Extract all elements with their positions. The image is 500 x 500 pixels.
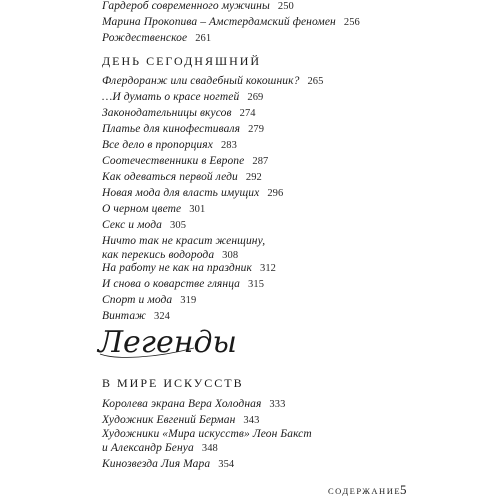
entry-title-line1: Ничто так не красит женщину, [102, 235, 266, 247]
entry-title: Винтаж [102, 310, 146, 322]
entry-title: Секс и мода [102, 219, 163, 231]
entry-page: 308 [222, 250, 239, 261]
entry-title: Марина Прокопива – Амстердамский феномен [102, 16, 336, 28]
toc-entry-multiline [102, 234, 265, 263]
entry-title: И снова о коварстве глянца [102, 278, 241, 290]
entry-title: Гардероб современного мужчины [102, 0, 270, 12]
toc-entry [102, 122, 264, 137]
entry-title: Законодательницы вкусов [102, 107, 232, 119]
entry-title: Флердоранж или свадебный кокошник? [102, 75, 300, 87]
running-footer-label: СОДЕРЖАНИЕ [328, 486, 402, 496]
legends-calligraphy [96, 318, 237, 364]
toc-entry [102, 15, 360, 30]
toc-entry [102, 138, 237, 153]
section-heading-today: ДЕНЬ СЕГОДНЯШНИЙ [102, 54, 262, 68]
entry-title: Рождественское [102, 32, 188, 44]
toc-entry [102, 293, 196, 308]
entry-page: 265 [307, 76, 324, 87]
toc-entry [102, 74, 324, 89]
entry-page: 287 [252, 156, 269, 167]
entry-title: Кинозвезда Лия Мара [102, 458, 211, 470]
entry-page: 315 [248, 279, 265, 290]
section-heading-art: В МИРЕ ИСКУССТВ [102, 376, 244, 390]
entry-page: 256 [343, 17, 360, 28]
page-number: 5 [400, 482, 407, 497]
entry-page: 312 [259, 263, 277, 274]
entry-page: 292 [245, 172, 262, 183]
toc-entry [102, 106, 256, 121]
toc-entry [102, 31, 211, 46]
entry-title: Художник Евгений Берман [102, 414, 236, 426]
entry-title-line1: Художники «Мира искусств» Леон Бакст [102, 428, 312, 440]
entry-page: 269 [247, 92, 264, 103]
entry-page: 343 [243, 415, 260, 426]
entry-title: Как одеваться первой леди [102, 171, 238, 183]
entry-page: 319 [180, 295, 197, 306]
entry-page: 283 [220, 140, 237, 151]
entry-title: Все дело в пропорциях [102, 139, 213, 151]
entry-title: Платье для кинофестиваля [102, 123, 241, 135]
toc-entry [102, 457, 234, 472]
legends-text: Легенды [98, 325, 237, 360]
entry-page: 296 [267, 188, 284, 199]
toc-entry [102, 397, 285, 412]
toc-entry [102, 413, 259, 428]
entry-title: Новая мода для власть имущих [102, 187, 260, 199]
toc-entry [102, 218, 186, 233]
toc-entry-multiline [102, 427, 312, 456]
toc-entry [102, 186, 283, 201]
toc-entry [102, 170, 262, 185]
entry-page: 333 [269, 399, 286, 410]
entry-page: 305 [170, 220, 187, 231]
entry-page: 274 [239, 108, 256, 119]
legends-script-heading [96, 318, 237, 364]
toc-entry [102, 154, 268, 169]
entry-title: …И думать о красе ногтей [102, 91, 240, 103]
entry-title: На работу не как на праздник [102, 262, 252, 274]
entry-page: 279 [248, 124, 265, 135]
toc-entry [102, 0, 294, 14]
entry-page: 324 [153, 311, 171, 322]
entry-title: Спорт и мода [102, 294, 173, 306]
entry-page: 354 [218, 459, 235, 470]
toc-entry [102, 202, 205, 217]
entry-title: и Александр Бенуа [102, 442, 194, 454]
entry-page: 250 [277, 1, 294, 12]
toc-entry [102, 90, 263, 105]
entry-page: 261 [195, 33, 212, 44]
entry-title: О черном цвете [102, 203, 182, 215]
toc-entry [102, 277, 264, 292]
entry-title: Королева экрана Вера Холодная [102, 398, 262, 410]
entry-page: 301 [189, 204, 206, 215]
entry-title: Соотечественники в Европе [102, 155, 245, 167]
toc-entry [102, 261, 276, 276]
entry-title: как перекись водорода [102, 249, 215, 261]
entry-page: 348 [201, 443, 218, 454]
